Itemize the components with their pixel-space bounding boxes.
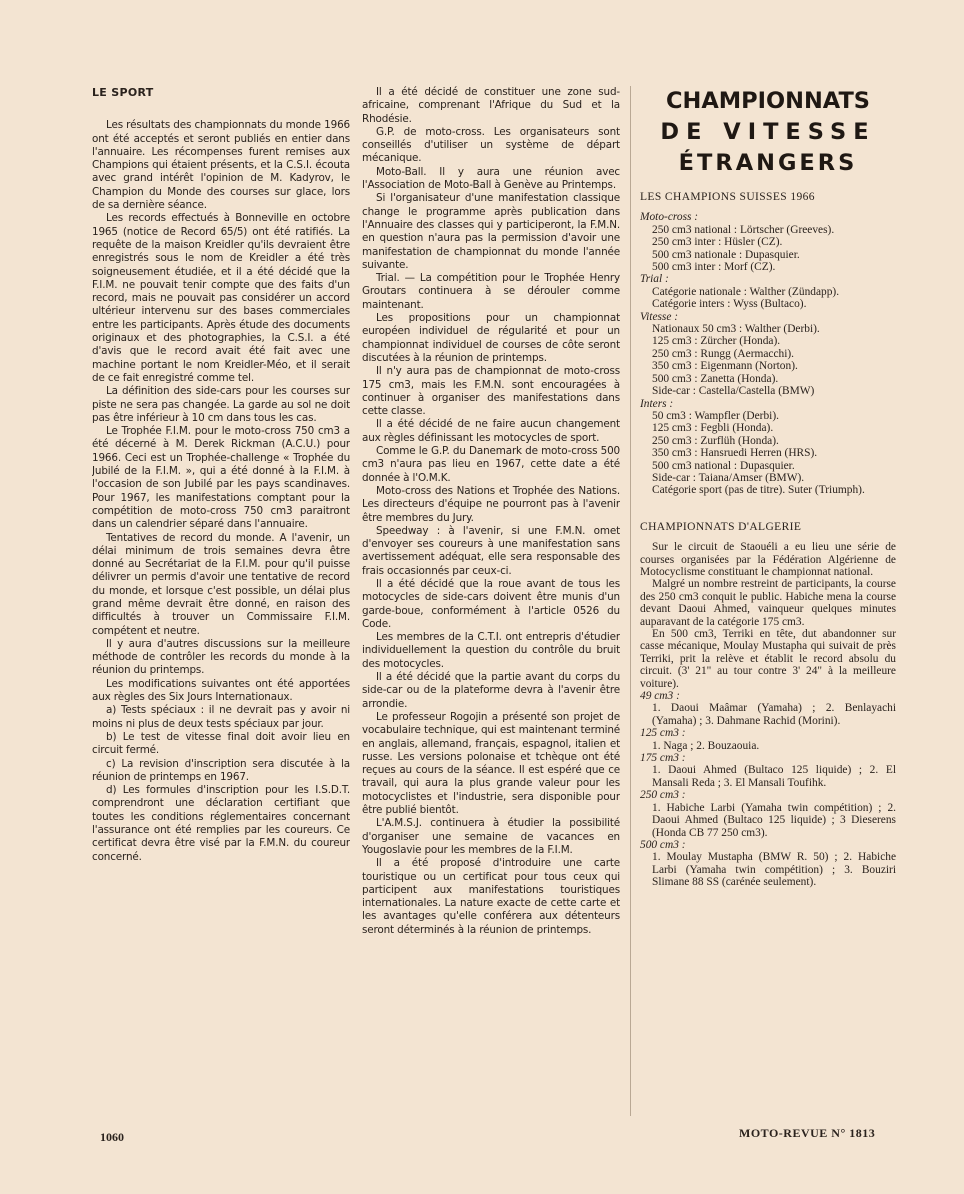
result-line: 250 cm3 inter : Hüsler (CZ). <box>652 236 783 249</box>
paragraph: d) Les formules d'inscription pour les I.S.D.T. comprendront une déclaration certifiant que toutes les conditions réglementaires concernant l'assurance ont été remplies par les coureurs. Ce certificat devra être visé par la F.M.N. du coureur concerné. <box>92 784 350 863</box>
magazine-issue: MOTO-REVUE N° 1813 <box>739 1126 876 1140</box>
category-label: 125 cm3 : <box>640 727 686 740</box>
paragraph: Le professeur Rogojin a présenté son projet de vocabulaire technique, qui est maintenant terminé en anglais, allemand, français, espagnol, italien et russe. Les versions polonaise et tchèque ont été reçues au cours de la séance. Il est espéré que ce travail, qui aura la plus grande valeur pour les motocyclistes et l'industrie, sera disponible pour être publié bientôt. <box>362 710 620 817</box>
result-line: 250 cm3 : Rungg (Aermacchi). <box>652 347 795 360</box>
column-divider <box>630 86 631 1116</box>
headline <box>640 86 896 179</box>
category-label: Inters : <box>640 397 674 410</box>
result-line: 250 cm3 : Zurflüh (Honda). <box>652 434 779 447</box>
result-line: 500 cm3 : Zanetta (Honda). <box>652 372 779 385</box>
paragraph: Les records effectués à Bonneville en octobre 1965 (notice de Record 65/5) ont été ratifiés. La requête de la maison Kreidler qu'ils devraient être enregistrés sous le nom de Kreidler a été très soigneusement étudiée, et il a été décidé que la F.I.M. ne pouvait tenir compte que des faits d'un record, mais ne pouvait pas considérer un accord ultérieur intervenu sur des bases commerciales entre les participants. Après étude des documents originaux et des photographies, la C.S.I. a été d'avis que le record avait été fait avec une machine portant le nom Kreidler-Méo, et il serait de ce fait enregistré comme tel. <box>92 212 350 384</box>
paragraph: L'A.M.S.J. continuera à étudier la possibilité d'organiser une semaine de vacances en Yougoslavie pour les membres de la F.I.M. <box>362 817 620 856</box>
category-label: Moto-cross : <box>640 211 699 224</box>
category-label: 49 cm3 : <box>640 690 680 703</box>
paragraph: Il a été décidé de constituer une zone sud-africaine, comprenant l'Afrique du Sud et la Rhodésie. <box>362 86 620 125</box>
paragraph: En 500 cm3, Terriki en tête, dut abandonner sur casse mécanique, Moulay Mustapha qui suivait de près Terriki, prit la relève et établit le record absolu du circuit. (3' 21" au tour contre 3' 24" à la meilleure voiture). <box>640 628 896 690</box>
paragraph: Sur le circuit de Staouéli a eu lieu une série de courses organisées par la Fédération Algérienne de Motocyclisme constituant le championnat national. <box>640 541 896 578</box>
paragraph: Malgré un nombre restreint de participants, la course des 250 cm3 conquit le public. Habiche mena la course devant Daoui Ahmed, vainqueur quelques minutes auparavant de la catégorie 175 cm3. <box>640 578 896 628</box>
paragraph: Les modifications suivantes ont été apportées aux règles des Six Jours Internationaux. <box>92 677 350 704</box>
column-right <box>640 86 896 889</box>
paragraph: Les propositions pour un championnat européen individuel de régularité et pour un championnat individuel de courses de côte seront discutées à la réunion de printemps. <box>362 312 620 364</box>
paragraph: Il a été décidé que la partie avant du corps du side-car ou de la plateforme devra à l'avenir être arrondie. <box>362 671 620 710</box>
section-kicker: LE SPORT <box>92 86 154 99</box>
category-label: Trial : <box>640 273 669 286</box>
result-line: 500 cm3 inter : Morf (CZ). <box>652 261 776 274</box>
paragraph: Il a été décidé que la roue avant de tous les motocycles de side-cars doivent être munis d'un garde-boue, conformément à l'article 0526 du Code. <box>362 577 620 630</box>
column-middle <box>362 86 620 937</box>
paragraph: Trial. — La compétition pour le Trophée Henry Groutars continuera à se dérouler comme maintenant. <box>362 272 620 311</box>
result-line: 125 cm3 : Zürcher (Honda). <box>652 335 781 348</box>
result-line: 1. Daoui Ahmed (Bultaco 125 liquide) ; 2. El Mansali Reda ; 3. El Mansali Toufihk. <box>652 764 896 789</box>
result-line: 125 cm3 : Fegbli (Honda). <box>652 422 774 435</box>
algeria-section-title: CHAMPIONNATS D'ALGERIE <box>640 520 802 533</box>
headline-line: CHAMPIONNATS <box>665 88 871 114</box>
paragraph: Il n'y aura pas de championnat de moto-cross 175 cm3, mais les F.M.N. sont encouragées à continuer à organiser des manifestations dans cette classe. <box>362 365 620 418</box>
paragraph: Tentatives de record du monde. A l'avenir, un délai minimum de trois semaines devra être donné au Secrétariat de la F.I.M. pour qu'il puisse délivrer un permis d'avoir une tentative de record du monde, et lorsque c'est possible, un délai plus grand même devrait être donné, en raison des difficultés à trouver un Commissaire F.I.M. compétent et neutre. <box>92 531 350 637</box>
result-line: Catégorie nationale : Walther (Zündapp). <box>652 285 840 298</box>
headline-line: ÉTRANGERS <box>678 150 858 176</box>
result-line: 500 cm3 nationale : Dupasquier. <box>652 248 800 261</box>
result-line: 350 cm3 : Hansruedi Herren (HRS). <box>652 447 818 460</box>
paragraph: Moto-cross des Nations et Trophée des Nations. Les directeurs d'équipe ne pourront pas à l'avenir être membres du Jury. <box>362 484 620 524</box>
category-label: 500 cm3 : <box>640 838 686 851</box>
paragraph: Il y aura d'autres discussions sur la meilleure méthode de contrôler les records du monde à la réunion du printemps. <box>92 637 350 677</box>
result-line: 1. Habiche Larbi (Yamaha twin compétition) ; 2. Daoui Ahmed (Bultaco 125 liquide) ; 3 Dieserens (Honda CB 77 250 cm3). <box>652 801 896 839</box>
result-line: 500 cm3 national : Dupasquier. <box>652 459 795 472</box>
paragraph: Les membres de la C.T.I. ont entrepris d'étudier individuellement la question du contrôle du bruit des motocycles. <box>362 631 620 670</box>
result-line: Side-car : Castella/Castella (BMW) <box>652 385 815 398</box>
category-label: Vitesse : <box>640 310 679 323</box>
result-line: 350 cm3 : Eigenmann (Norton). <box>652 360 798 373</box>
result-line: 1. Daoui Maâmar (Yamaha) ; 2. Benlayachi (Yamaha) ; 3. Dahmane Rachid (Morini). <box>652 702 896 727</box>
headline-line: DE VITESSE <box>660 119 876 145</box>
paragraph: Les résultats des championnats du monde 1966 ont été acceptés et seront publiés en entier dans l'annuaire. Les récompenses furent remises aux Champions qui étaient présents, et la C.S.I. écouta avec grand intérêt l'opinion de M. Kadyrov, le Champion du Monde des courses sur glace, lors de sa dernière séance. <box>92 119 350 212</box>
result-line: Catégorie inters : Wyss (Bultaco). <box>652 298 807 311</box>
paragraph: Moto-Ball. Il y aura une réunion avec l'Association de Moto-Ball à Genève au Printemps. <box>362 165 620 192</box>
swiss-section-title: LES CHAMPIONS SUISSES 1966 <box>640 191 815 203</box>
paragraph: Comme le G.P. du Danemark de moto-cross 500 cm3 n'aura pas lieu en 1967, cette date a été donnée à l'O.M.K. <box>362 445 620 484</box>
result-line: 1. Moulay Mustapha (BMW R. 50) ; 2. Habiche Larbi (Yamaha twin compétition) ; 3. Bouziri Slimane 88 SS (carénée seulement). <box>652 851 896 889</box>
paragraph: Si l'organisateur d'une manifestation classique change le programme après publication dans l'Annuaire des classes qui y participeront, la F.M.N. en question n'aura pas la permission d'avoir une manifestation de championnat du monde l'année suivante. <box>362 192 620 271</box>
result-line: 250 cm3 national : Lörtscher (Greeves). <box>652 223 835 236</box>
category-label: 250 cm3 : <box>640 789 686 802</box>
paragraph: Il a été décidé de ne faire aucun changement aux règles définissant les motocycles de sport. <box>362 418 620 444</box>
category-label: 175 cm3 : <box>640 752 686 765</box>
paragraph: Speedway : à l'avenir, si une F.M.N. omet d'envoyer ses coureurs à une manifestation sans avertissement adéquat, elle sera responsable des frais occasionnés par ceux-ci. <box>362 524 620 577</box>
paragraph: c) La revision d'inscription sera discutée à la réunion de printemps en 1967. <box>92 757 350 783</box>
paragraph: Il a été proposé d'introduire une carte touristique ou un certificat pour tous ceux qui participent aux manifestations touristiques internationales. La nature exacte de cette carte et les avantages qu'elle conférera aux détenteurs seront déterminés à la réunion de printemps. <box>362 857 620 936</box>
result-line: Nationaux 50 cm3 : Walther (Derbi). <box>652 323 820 336</box>
result-line: 50 cm3 : Wampfler (Derbi). <box>652 409 779 422</box>
page-number: 1060 <box>100 1130 124 1144</box>
result-line: 1. Naga ; 2. Bouzaouia. <box>652 739 760 752</box>
paragraph: G.P. de moto-cross. Les organisateurs sont conseillés d'utiliser un système de départ mécanique. <box>362 125 620 165</box>
paragraph: a) Tests spéciaux : il ne devrait pas y avoir ni moins ni plus de deux tests spéciaux par jour. <box>92 704 350 730</box>
result-line: Catégorie sport (pas de titre). Suter (Triumph). <box>652 484 865 497</box>
paragraph: b) Le test de vitesse final doit avoir lieu en circuit fermé. <box>92 730 350 757</box>
column-left <box>92 86 350 864</box>
result-line: Side-car : Taiana/Amser (BMW). <box>652 471 805 484</box>
paragraph: La définition des side-cars pour les courses sur piste ne sera pas changée. La garde au sol ne doit pas être inférieur à 10 cm dans tous les cas. <box>92 385 350 424</box>
paragraph: Le Trophée F.I.M. pour le moto-cross 750 cm3 a été décerné à M. Derek Rickman (A.C.U.) pour 1966. Ceci est un Trophée-challenge « Trophée du Jubilé de la F.I.M. », qui a été donné à la F.I.M. à l'occasion de son Jubilé par les pays scandinaves. Pour 1967, les manifestations comptant pour la compétition de moto-cross 750 cm3 paraitront dans un calendrier séparé dans l'annuaire. <box>92 425 350 531</box>
